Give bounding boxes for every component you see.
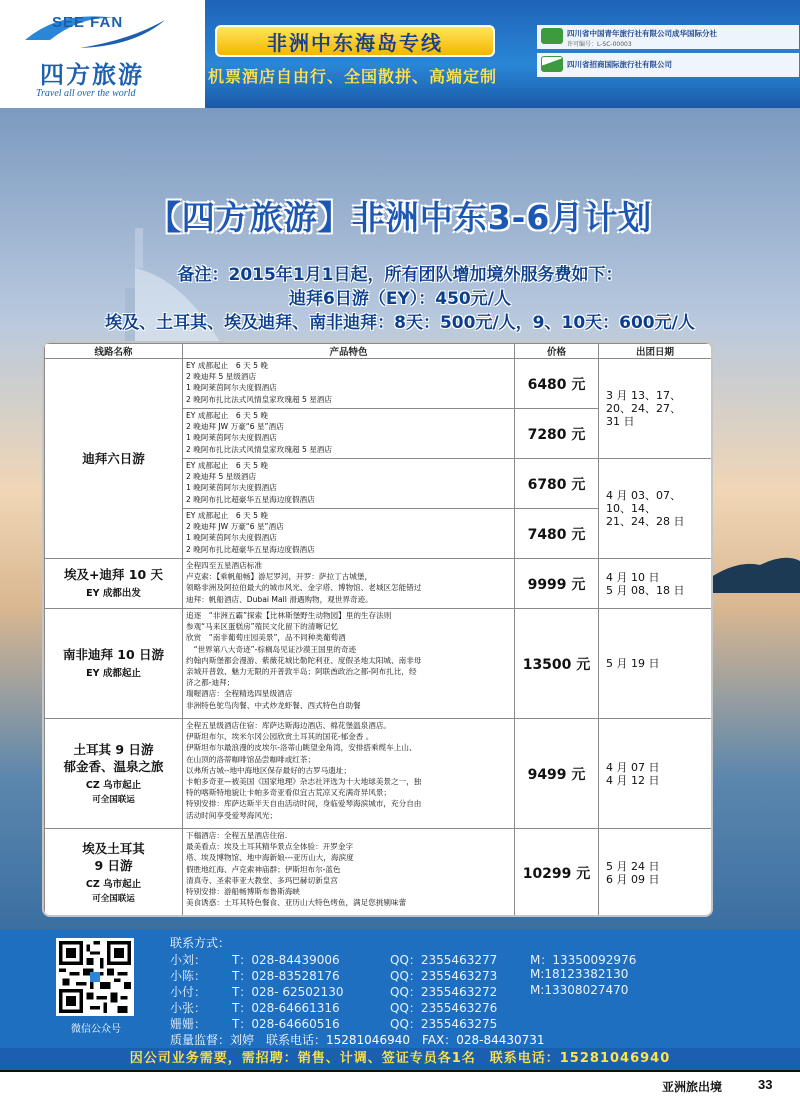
- feature-line: 特别安排：库萨达斯半天自由活动时间，身临爱琴海滨城市，充分自由: [186, 799, 422, 809]
- contact-name: 姗姗：: [170, 1017, 207, 1031]
- date-line: 20、24、27、: [606, 402, 681, 415]
- table-row: [45, 609, 712, 719]
- route-name-cell: [45, 559, 183, 609]
- feature-line: 全程五星级酒店住宿：库萨达斯海边酒店、棉花堡温泉酒店。: [186, 721, 392, 730]
- date-line: 10、14、: [606, 502, 656, 515]
- qr-caption: 微信公众号: [71, 1024, 121, 1035]
- route-airline: EY 成都出发: [86, 588, 141, 599]
- contact-name: 小陈：: [170, 969, 207, 983]
- contact-name: 小张：: [170, 1001, 207, 1015]
- feature-line: 伊斯坦布尔最浪漫的皮埃尔-洛蒂山眺望金角湾，安排搭乘缆车上山、: [186, 743, 417, 753]
- table-row: [45, 829, 712, 917]
- product-features: [183, 509, 515, 559]
- wechat-qr-code-icon[interactable]: [56, 938, 134, 1016]
- page-title: 【四方旅游】非洲中东3-6月计划: [147, 198, 653, 237]
- feature-line: 特别安排：游船畅博斯布鲁斯海峡: [186, 887, 300, 897]
- contact-section: [0, 930, 800, 1048]
- price-cell: 7280 元: [515, 409, 599, 459]
- contact-row: [170, 951, 790, 968]
- route-name-cell: [45, 359, 183, 559]
- product-features: [183, 359, 515, 409]
- service-fee-others: 埃及、土耳其、埃及迪拜、南非迪拜：8天：500元/人，9、10天：600元/人: [105, 313, 695, 333]
- contact-tel[interactable]: T：028-84439006: [232, 953, 340, 967]
- table-row: [45, 559, 712, 609]
- mountain-logo-icon: [541, 56, 563, 72]
- agency-cmi: [537, 53, 799, 77]
- feature-line: 伊斯坦布尔、埃米尔冈公园欣赏土耳其的国花-郁金香 。: [186, 732, 374, 742]
- route-name: 埃及+迪拜 10 天: [63, 567, 164, 582]
- itinerary-table: [42, 341, 713, 917]
- contact-row: [170, 983, 790, 1000]
- date-line: 4 月 03、07、: [606, 489, 681, 502]
- route-name-cell: [45, 609, 183, 719]
- route-name: 土耳其 9 日游: [73, 741, 154, 757]
- feature-line: 非洲特色鸵鸟肉餐、中式炒龙虾餐、西式特色自助餐: [186, 700, 361, 710]
- column-header-price: 价格: [515, 344, 599, 359]
- feature-line: 1 晚阿莱茵阿尔夫度假酒店: [186, 483, 277, 493]
- product-features: [183, 609, 515, 719]
- header: [0, 0, 800, 108]
- route-duration: 9 日游: [94, 857, 133, 873]
- product-features: [183, 559, 515, 609]
- contact-qq[interactable]: QQ：2355463277: [390, 953, 498, 967]
- contact-mobile[interactable]: M:18123382130: [530, 967, 629, 981]
- contact-tel[interactable]: T：028-64661316: [232, 1001, 340, 1015]
- feature-line: 2 晚阿布扎比超豪华五星海边度假酒店: [186, 544, 315, 554]
- route-connection: 可全国联运: [92, 794, 135, 805]
- feature-line: 2 晚迪拜 JW 万豪“6 星”酒店: [186, 422, 284, 432]
- feature-line: 2 晚阿布扎比超豪华五星海边度假酒店: [186, 494, 315, 504]
- feature-line: EY 成都起止 6 天 5 晚: [186, 361, 268, 370]
- feature-line: 迪拜：帆船酒店、Dubai Mall 滑遇购物，观世界奇迹。: [186, 594, 373, 604]
- feature-line: 2 晚迪拜 5 星级酒店: [186, 472, 257, 482]
- logo-cn-text: 四方旅游: [40, 61, 144, 89]
- contact-row: [170, 1015, 790, 1032]
- feature-line: 欣赏 “南非葡萄庄园美景”，品不同种类葡萄酒: [186, 633, 346, 643]
- route-name-cell: [45, 719, 183, 829]
- product-features: [183, 719, 515, 829]
- feature-line: 美食诱惑：土耳其特色餐食、亚历山大特色烤鱼，满足您挑剔味蕾: [186, 898, 407, 908]
- feature-line: 最美看点：埃及土耳其精华景点全体验：开罗金字: [186, 842, 354, 852]
- date-line: 4 月 12 日: [606, 773, 660, 787]
- feature-line: EY 成都起止 6 天 5 晚: [186, 511, 268, 520]
- table-row: [45, 719, 712, 829]
- route-name-cell: [45, 829, 183, 917]
- contact-mobile[interactable]: M：13350092976: [530, 953, 637, 967]
- contact-tel[interactable]: T：028- 62502130: [232, 985, 344, 999]
- contact-mobile[interactable]: M:13308027470: [530, 983, 629, 997]
- departure-dates: [599, 829, 712, 917]
- date-line: 5 月 19 日: [606, 657, 660, 670]
- quality-supervisor-line: 质量监督：刘婷 联系电话：15281046940 FAX：028-84430731: [170, 1033, 545, 1047]
- feature-line: 1 晚阿莱茵阿尔夫度假酒店: [186, 383, 277, 393]
- departure-dates: [599, 459, 712, 559]
- departure-dates: [599, 609, 712, 719]
- price-cell: 13500 元: [515, 609, 599, 719]
- feature-line: 塔、埃及博物馆、地中海新娘---亚历山大，海滨度: [186, 853, 354, 863]
- page-footer: [0, 1070, 800, 1100]
- feature-line: “世界第八大奇迹”-棕榈岛见证沙漠王国里的奇迹: [186, 644, 357, 654]
- feature-line: 卢克索：【乘帆船畅】游尼罗河，开罗：萨拉丁古城堡，: [186, 572, 373, 582]
- feature-line: 2 晚阿布扎比法式风情皇家玫瑰超 5 星酒店: [186, 394, 332, 404]
- price-cell: 9499 元: [515, 719, 599, 829]
- column-header-features: 产品特色: [183, 344, 515, 359]
- feature-line: EY 成都起止 6 天 5 晚: [186, 461, 268, 470]
- price-cell: 10299 元: [515, 829, 599, 917]
- route-theme: 郁金香、温泉之旅: [63, 758, 164, 774]
- contact-qq[interactable]: QQ：2355463273: [390, 969, 498, 983]
- banner-subtitle: 机票酒店自由行、全国散拼、高端定制: [208, 67, 498, 86]
- table-header-row: [45, 344, 712, 359]
- route-connection: 可全国联运: [92, 893, 135, 904]
- price-cell: 7480 元: [515, 509, 599, 559]
- feature-line: 亲城开普敦、魅力无限的开普敦半岛；阿联酋政治之都-阿布扎比，经: [186, 667, 417, 677]
- column-header-route: 线路名称: [45, 344, 183, 359]
- footer-divider: [0, 1070, 800, 1072]
- cyts-logo-icon: [541, 28, 563, 44]
- feature-line: 追逐 “非洲五霸”探索【比林斯堡野生动物园】里的生存法则: [186, 611, 392, 620]
- route-name: 埃及土耳其: [82, 840, 145, 856]
- departure-dates: [599, 559, 712, 609]
- feature-line: 约翰内斯堡都会漫游、紫薇花城比勒陀利亚、度假圣地太阳城、南非母: [186, 655, 422, 665]
- contact-heading: 联系方式：: [170, 936, 231, 950]
- product-features: [183, 459, 515, 509]
- feature-line: 活动时间享受爱琴海风光；: [186, 810, 278, 820]
- contact-tel[interactable]: T：028-83528176: [232, 969, 340, 983]
- feature-line: 卡帕多奇亚—被美国《国家地理》杂志社评选为十大地球美景之一，独: [186, 777, 422, 787]
- service-fee-note: 备注：2015年1月1日起，所有团队增加境外服务费如下：: [177, 265, 623, 285]
- departure-dates: [599, 719, 712, 829]
- table-row: [45, 359, 712, 409]
- feature-line: 2 晚阿布扎比法式风情皇家玫瑰超 5 星酒店: [186, 444, 332, 454]
- agency-license: 许可编号：L-SC-00003: [567, 41, 632, 48]
- feature-line: 下榻酒店：全程五星酒店住宿.: [186, 831, 288, 840]
- contact-qq[interactable]: QQ：2355463276: [390, 1001, 498, 1015]
- route-airline: EY 成都起止: [86, 668, 141, 679]
- product-features: [183, 829, 515, 917]
- feature-line: 2 晚迪拜 JW 万豪“6 星”酒店: [186, 522, 284, 532]
- feature-line: 2 晚迪拜 5 星级酒店: [186, 372, 257, 382]
- route-airline: CZ 乌市起止: [85, 878, 142, 890]
- feature-line: 清真寺、圣索菲亚大教堂、多玛巴赫切新皇宫: [186, 875, 338, 885]
- route-name: 迪拜六日游: [82, 451, 145, 466]
- feature-line: 在山顶的洛蒂咖啡馆品尝咖啡或红茶；: [186, 754, 316, 764]
- contact-name: 小付：: [170, 985, 207, 999]
- logo-en-text: SEE FAN: [52, 14, 124, 31]
- page-number: 33: [758, 1077, 773, 1092]
- feature-line: 假胜地红海、卢克索神庙群；伊斯坦布尔-蓝色: [186, 864, 341, 874]
- date-line: 6 月 09 日: [606, 872, 660, 886]
- recruitment-banner: 因公司业务需要，需招聘：销售、计调、签证专员各1名 联系电话：15281046940: [0, 1048, 800, 1070]
- route-name: 南非迪拜 10 日游: [62, 647, 165, 662]
- brand-logo[interactable]: [0, 0, 205, 108]
- feature-line: 领略非洲及阿拉伯最大的城市风光、金字塔、博物馆、老城区怎能错过: [186, 583, 422, 593]
- date-line: 5 月 08、18 日: [606, 583, 685, 597]
- date-line: 3 月 13、17、: [606, 389, 681, 402]
- contact-qq[interactable]: QQ：2355463275: [390, 1017, 498, 1031]
- feature-line: 以弗所古城--地中海地区保存最好的古罗马遗址；: [186, 765, 351, 775]
- feature-line: 参观“马来区蛋糕房”殖民文化留下的清晰记忆: [186, 622, 339, 632]
- agency-name: 四川省招商国际旅行社有限公司: [567, 60, 672, 69]
- service-fee-dubai: 迪拜6日游（EY）：450元/人: [289, 289, 511, 309]
- feature-line: EY 成都起止 6 天 5 晚: [186, 411, 268, 420]
- price-cell: 9999 元: [515, 559, 599, 609]
- price-cell: 6480 元: [515, 359, 599, 409]
- logo-tagline: Travel all over the world: [36, 88, 136, 99]
- feature-line: 全程四至五星酒店标准: [186, 561, 262, 570]
- price-cell: 6780 元: [515, 459, 599, 509]
- feature-line: 1 晚阿莱茵阿尔夫度假酒店: [186, 433, 277, 443]
- feature-line: 1 晚阿莱茵阿尔夫度假酒店: [186, 533, 277, 543]
- contact-tel[interactable]: T：028-64660516: [232, 1017, 340, 1031]
- date-line: 4 月 10 日: [606, 570, 660, 584]
- feature-line: 济之都-迪拜；: [186, 678, 235, 688]
- column-header-dates: 出团日期: [599, 344, 712, 359]
- date-line: 4 月 07 日: [606, 760, 660, 774]
- route-airline: CZ 乌市起止: [85, 779, 142, 791]
- product-features: [183, 409, 515, 459]
- departure-dates: [599, 359, 712, 459]
- contact-name: 小刘：: [170, 953, 207, 967]
- date-line: 5 月 24 日: [606, 859, 660, 873]
- date-line: 21、24、28 日: [606, 515, 685, 528]
- contact-row: [170, 967, 790, 984]
- agency-cyts: [537, 25, 799, 49]
- magazine-name: 亚洲旅出境: [662, 1080, 723, 1094]
- date-line: 31 日: [606, 415, 635, 428]
- banner-title: 非洲中东海岛专线: [215, 25, 495, 57]
- contact-qq[interactable]: QQ：2355463272: [390, 985, 498, 999]
- contact-row: [170, 999, 790, 1016]
- feature-line: 瑞喔酒店：全程精选四星级酒店: [186, 689, 293, 699]
- agency-name: 四川省中国青年旅行社有限公司成华国际分社: [567, 29, 717, 38]
- feature-line: 特的喀斯特地貌让卡帕多奇亚看似宜古荒凉又充满奇异风景；: [186, 788, 392, 798]
